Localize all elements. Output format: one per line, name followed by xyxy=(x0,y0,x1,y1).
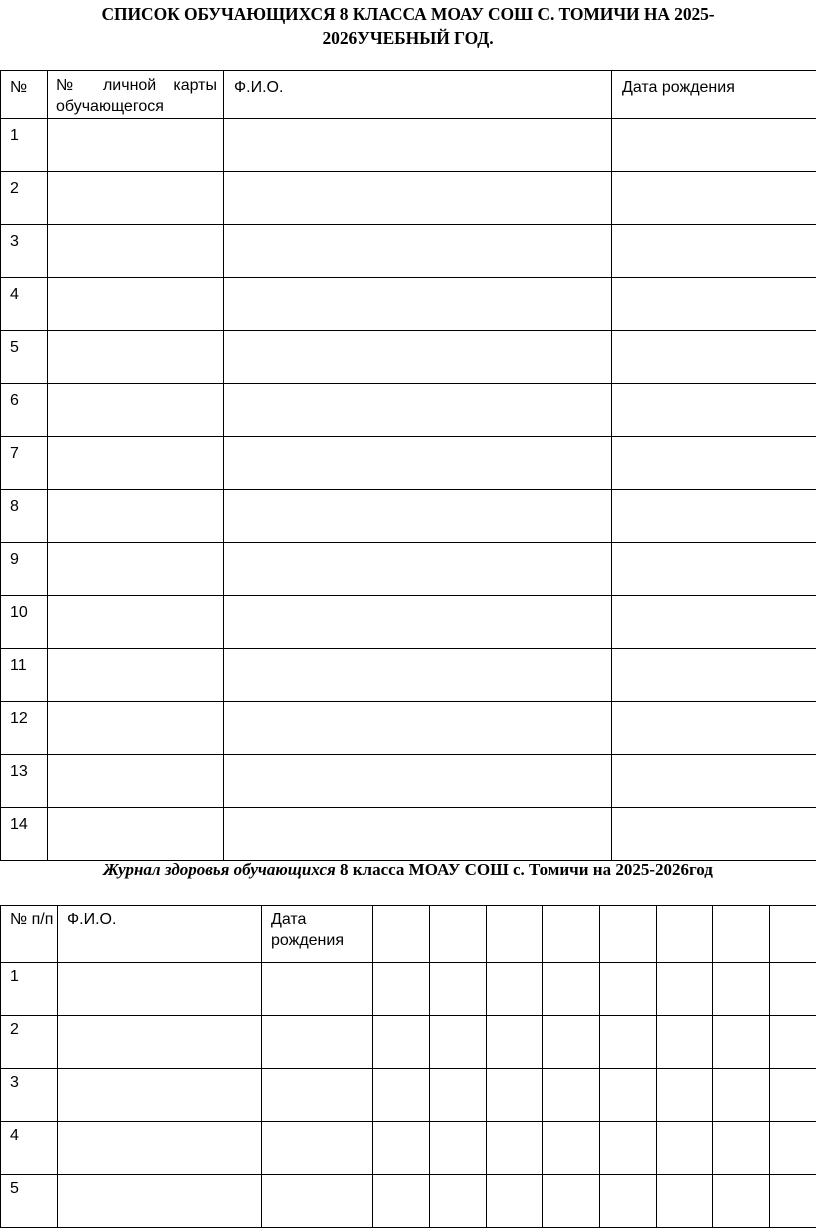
health-row-empty-cell xyxy=(487,963,543,1016)
row-number-cell xyxy=(1,649,48,702)
header-fio-cell xyxy=(224,71,612,119)
health-header-empty-cell xyxy=(770,906,816,963)
header-birth-cell xyxy=(612,71,816,119)
health-row-empty-cell xyxy=(543,1069,600,1122)
students-table-row xyxy=(1,437,816,490)
health-row-empty-cell xyxy=(600,963,657,1016)
row-birth-cell xyxy=(612,490,816,543)
health-row-empty-cell xyxy=(543,1175,600,1228)
row-card-cell xyxy=(48,225,224,278)
health-row-empty-cell xyxy=(770,1069,816,1122)
row-number-cell xyxy=(1,278,48,331)
health-row-fio-cell xyxy=(58,1122,262,1175)
students-table-row xyxy=(1,649,816,702)
row-fio-cell xyxy=(224,649,612,702)
row-fio-cell xyxy=(224,808,612,861)
document-title-line-2: 2026УЧЕБНЫЙ ГОД. xyxy=(322,28,494,48)
row-card-cell xyxy=(48,649,224,702)
row-birth-cell xyxy=(612,702,816,755)
row-number: 8 xyxy=(10,498,19,515)
health-table-row xyxy=(1,1016,816,1069)
health-header-empty-cell xyxy=(713,906,770,963)
health-row-empty-cell xyxy=(543,1016,600,1069)
health-table-header-row xyxy=(1,906,816,963)
students-table xyxy=(0,70,816,861)
row-fio-cell xyxy=(224,437,612,490)
row-card-cell xyxy=(48,172,224,225)
health-row-empty-cell xyxy=(487,1175,543,1228)
header-fio: Ф.И.О. xyxy=(234,79,284,96)
health-row-empty-cell xyxy=(770,963,816,1016)
health-row-empty-cell xyxy=(487,1016,543,1069)
row-card-cell xyxy=(48,543,224,596)
health-row-empty-cell xyxy=(373,1069,430,1122)
row-number-cell xyxy=(1,490,48,543)
row-number: 12 xyxy=(10,710,28,727)
row-number-cell xyxy=(1,755,48,808)
health-header-empty-cell xyxy=(543,906,600,963)
row-number-cell xyxy=(1,596,48,649)
row-fio-cell xyxy=(224,702,612,755)
health-row-fio-cell xyxy=(58,963,262,1016)
health-row-empty-cell xyxy=(373,1016,430,1069)
health-row-birth-cell xyxy=(262,1175,373,1228)
row-fio-cell xyxy=(224,172,612,225)
health-row-birth-cell xyxy=(262,1069,373,1122)
row-number-cell xyxy=(1,702,48,755)
health-row-birth-cell xyxy=(262,963,373,1016)
students-table-row xyxy=(1,278,816,331)
health-row-empty-cell xyxy=(543,1122,600,1175)
health-header-empty-cell xyxy=(657,906,713,963)
health-row-empty-cell xyxy=(770,1175,816,1228)
row-number: 10 xyxy=(10,604,28,621)
row-number-cell xyxy=(1,437,48,490)
health-table-row xyxy=(1,963,816,1016)
header-number-cell xyxy=(1,71,48,119)
row-card-cell xyxy=(48,437,224,490)
health-header-birth-cell xyxy=(262,906,373,963)
students-table-row xyxy=(1,543,816,596)
health-row-empty-cell xyxy=(657,1069,713,1122)
health-row-number: 5 xyxy=(10,1180,19,1197)
health-row-birth-cell xyxy=(262,1122,373,1175)
students-table-row xyxy=(1,702,816,755)
students-table-row xyxy=(1,225,816,278)
health-row-empty-cell xyxy=(600,1175,657,1228)
row-number-cell xyxy=(1,808,48,861)
document-title xyxy=(0,2,816,50)
row-card-cell xyxy=(48,702,224,755)
row-birth-cell xyxy=(612,755,816,808)
health-row-empty-cell xyxy=(373,963,430,1016)
row-birth-cell xyxy=(612,437,816,490)
students-table-row xyxy=(1,596,816,649)
health-row-number-cell xyxy=(1,1122,58,1175)
health-journal-title xyxy=(0,858,816,882)
health-header-empty-cell xyxy=(430,906,487,963)
health-row-empty-cell xyxy=(713,1069,770,1122)
health-header-fio: Ф.И.О. xyxy=(67,911,117,928)
row-number-cell xyxy=(1,331,48,384)
row-card-cell xyxy=(48,490,224,543)
health-row-empty-cell xyxy=(430,1016,487,1069)
health-row-empty-cell xyxy=(487,1069,543,1122)
row-birth-cell xyxy=(612,649,816,702)
health-row-number: 3 xyxy=(10,1074,19,1091)
students-table-row xyxy=(1,172,816,225)
row-number: 14 xyxy=(10,816,28,833)
students-table-row xyxy=(1,119,816,172)
row-number-cell xyxy=(1,225,48,278)
health-row-fio-cell xyxy=(58,1016,262,1069)
header-card-cell xyxy=(48,71,224,119)
health-row-empty-cell xyxy=(487,1122,543,1175)
students-table-row xyxy=(1,384,816,437)
header-birth-date: Дата рождения xyxy=(622,79,735,96)
row-card-cell xyxy=(48,384,224,437)
health-row-number-cell xyxy=(1,1175,58,1228)
health-row-empty-cell xyxy=(657,1016,713,1069)
row-number-cell xyxy=(1,384,48,437)
row-fio-cell xyxy=(224,384,612,437)
health-row-birth-cell xyxy=(262,1016,373,1069)
students-table-row xyxy=(1,755,816,808)
row-number-cell xyxy=(1,543,48,596)
row-number: 3 xyxy=(10,233,19,250)
row-birth-cell xyxy=(612,172,816,225)
health-header-number: № п/п xyxy=(10,911,54,928)
row-fio-cell xyxy=(224,278,612,331)
row-birth-cell xyxy=(612,278,816,331)
row-number: 7 xyxy=(10,445,19,462)
row-fio-cell xyxy=(224,490,612,543)
document-title-line-1: СПИСОК ОБУЧАЮЩИХСЯ 8 КЛАССА МОАУ СОШ С. ТОМИЧИ НА 2025- xyxy=(101,4,715,24)
health-row-empty-cell xyxy=(770,1122,816,1175)
row-number-cell xyxy=(1,119,48,172)
health-table xyxy=(0,905,816,1228)
health-header-empty-cell xyxy=(600,906,657,963)
health-row-empty-cell xyxy=(713,1122,770,1175)
health-row-empty-cell xyxy=(713,1175,770,1228)
health-row-fio-cell xyxy=(58,1175,262,1228)
row-birth-cell xyxy=(612,596,816,649)
row-number: 5 xyxy=(10,339,19,356)
health-row-empty-cell xyxy=(657,1122,713,1175)
health-row-number-cell xyxy=(1,1069,58,1122)
row-card-cell xyxy=(48,596,224,649)
health-journal-title-normal: 8 класса МОАУ СОШ с. Томичи на 2025-2026год xyxy=(335,860,713,879)
row-birth-cell xyxy=(612,543,816,596)
row-number: 4 xyxy=(10,286,19,303)
row-number: 13 xyxy=(10,763,28,780)
row-fio-cell xyxy=(224,119,612,172)
row-birth-cell xyxy=(612,384,816,437)
health-row-number-cell xyxy=(1,963,58,1016)
row-fio-cell xyxy=(224,225,612,278)
row-birth-cell xyxy=(612,119,816,172)
row-number-cell xyxy=(1,172,48,225)
health-row-empty-cell xyxy=(430,1175,487,1228)
health-header-empty-cell xyxy=(373,906,430,963)
row-number: 1 xyxy=(10,127,19,144)
row-card-cell xyxy=(48,331,224,384)
row-card-cell xyxy=(48,755,224,808)
health-row-empty-cell xyxy=(713,1016,770,1069)
health-journal-title-italic: Журнал здоровья обучающихся xyxy=(103,860,336,879)
health-header-fio-cell xyxy=(58,906,262,963)
health-row-empty-cell xyxy=(430,1122,487,1175)
health-row-empty-cell xyxy=(600,1016,657,1069)
health-header-birth-date: Дата рождения xyxy=(271,911,344,949)
health-row-empty-cell xyxy=(600,1122,657,1175)
row-number: 2 xyxy=(10,180,19,197)
health-table-row xyxy=(1,1175,816,1228)
health-row-empty-cell xyxy=(543,963,600,1016)
row-number: 11 xyxy=(10,657,27,674)
row-fio-cell xyxy=(224,543,612,596)
health-row-number: 1 xyxy=(10,968,19,985)
health-row-empty-cell xyxy=(373,1175,430,1228)
health-table-row xyxy=(1,1122,816,1175)
students-table-header-row xyxy=(1,71,816,119)
health-row-empty-cell xyxy=(430,963,487,1016)
health-row-empty-cell xyxy=(600,1069,657,1122)
row-birth-cell xyxy=(612,808,816,861)
health-header-empty-cell xyxy=(487,906,543,963)
health-row-empty-cell xyxy=(430,1069,487,1122)
row-fio-cell xyxy=(224,331,612,384)
health-header-number-cell xyxy=(1,906,58,963)
health-row-empty-cell xyxy=(713,963,770,1016)
row-number: 9 xyxy=(10,551,19,568)
row-birth-cell xyxy=(612,331,816,384)
header-number: № xyxy=(10,79,28,96)
students-table-row xyxy=(1,331,816,384)
row-card-cell xyxy=(48,808,224,861)
row-birth-cell xyxy=(612,225,816,278)
health-row-number: 2 xyxy=(10,1021,19,1038)
health-table-row xyxy=(1,1069,816,1122)
header-card-number: № личной карты обучающегося xyxy=(56,77,217,115)
health-row-number: 4 xyxy=(10,1127,19,1144)
row-card-cell xyxy=(48,119,224,172)
students-table-row xyxy=(1,808,816,861)
health-row-empty-cell xyxy=(373,1122,430,1175)
health-row-empty-cell xyxy=(657,963,713,1016)
health-row-number-cell xyxy=(1,1016,58,1069)
row-fio-cell xyxy=(224,596,612,649)
row-card-cell xyxy=(48,278,224,331)
health-row-empty-cell xyxy=(657,1175,713,1228)
row-fio-cell xyxy=(224,755,612,808)
health-row-fio-cell xyxy=(58,1069,262,1122)
row-number: 6 xyxy=(10,392,19,409)
students-table-row xyxy=(1,490,816,543)
health-row-empty-cell xyxy=(770,1016,816,1069)
